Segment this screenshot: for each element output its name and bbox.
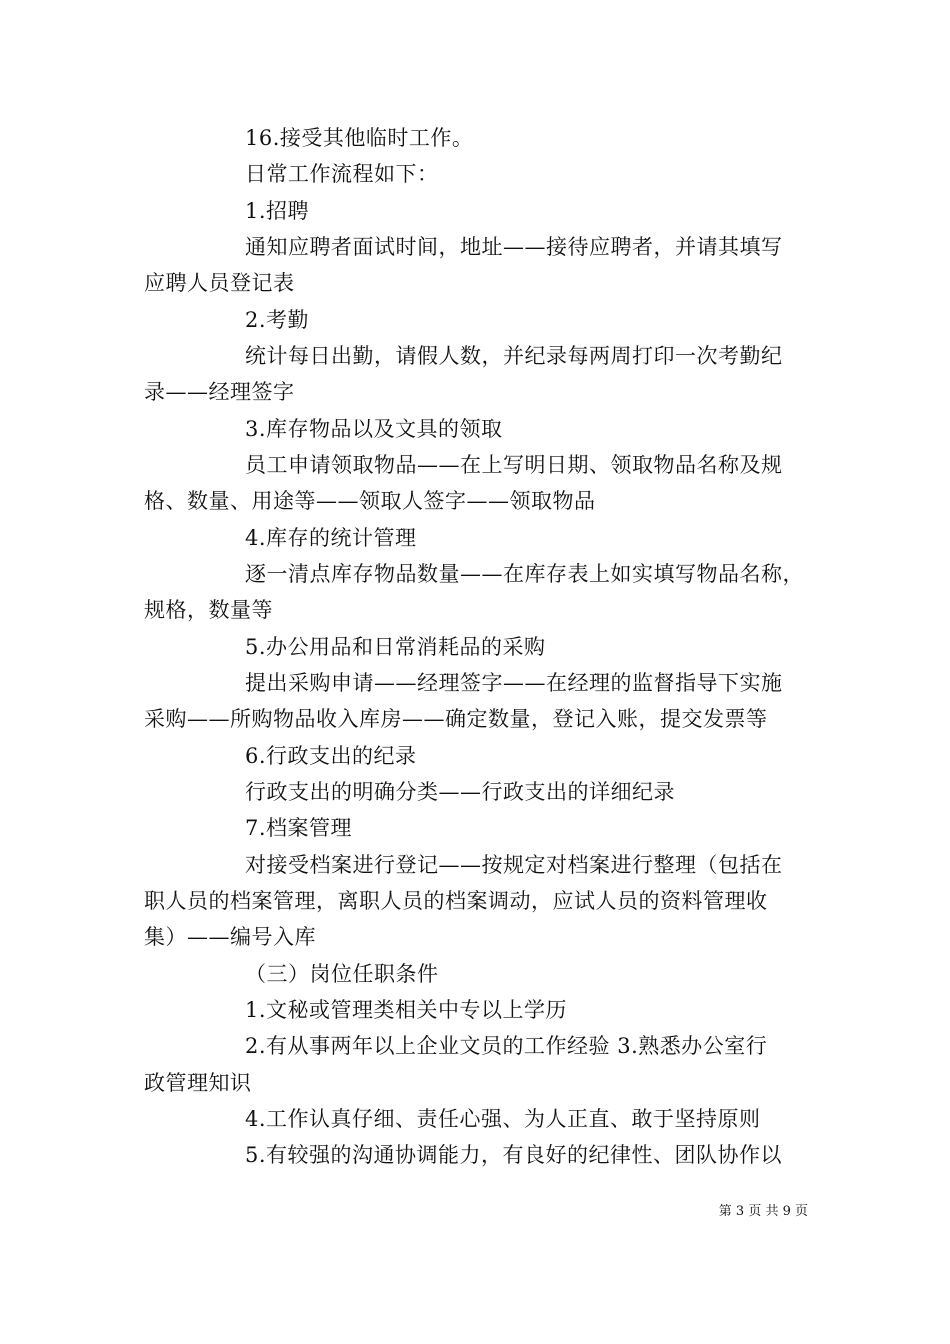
text-line: 逐一清点库存物品数量——在库存表上如实填写物品名称， [245, 562, 804, 586]
text-line: 格、数量、用途等——领取人签字——领取物品 [144, 489, 596, 513]
text-line: 16.接受其他临时工作。 [245, 126, 474, 150]
text-line: 2.考勤 [245, 308, 310, 332]
text-line: 1.招聘 [245, 199, 310, 223]
text-line: 4.库存的统计管理 [245, 526, 417, 550]
text-line: 1.文秘或管理类相关中专以上学历 [245, 998, 568, 1022]
section-heading: （三）岗位任职条件 [245, 962, 439, 986]
text-line: 统计每日出勤，请假人数，并纪录每两周打印一次考勤纪 [245, 344, 783, 368]
text-line: 应聘人员登记表 [144, 271, 295, 295]
text-line: 通知应聘者面试时间，地址——接待应聘者，并请其填写 [245, 235, 783, 259]
text-line: 2.有从事两年以上企业文员的工作经验 3.熟悉办公室行 [245, 1034, 768, 1058]
text-line: 5.办公用品和日常消耗品的采购 [245, 635, 546, 659]
text-line: 职人员的档案管理，离职人员的档案调动，应试人员的资料管理收 [144, 889, 768, 913]
text-line: 政管理知识 [144, 1071, 252, 1095]
text-line: 日常工作流程如下： [245, 162, 439, 186]
text-line: 录——经理签字 [144, 380, 295, 404]
text-line: 4.工作认真仔细、责任心强、为人正直、敢于坚持原则 [245, 1107, 761, 1131]
text-line: 集）——编号入库 [144, 925, 316, 949]
text-line: 采购——所购物品收入库房——确定数量，登记入账，提交发票等 [144, 707, 768, 731]
text-line: 5.有较强的沟通协调能力，有良好的纪律性、团队协作以 [245, 1143, 783, 1167]
text-line: 7.档案管理 [245, 816, 353, 840]
text-line: 对接受档案进行登记——按规定对档案进行整理（包括在 [245, 853, 783, 877]
text-line: 提出采购申请——经理签字——在经理的监督指导下实施 [245, 671, 783, 695]
text-line: 3.库存物品以及文具的领取 [245, 417, 503, 441]
text-line: 6.行政支出的纪录 [245, 744, 417, 768]
text-line: 行政支出的明确分类——行政支出的详细纪录 [245, 780, 675, 804]
text-line: 员工申请领取物品——在上写明日期、领取物品名称及规 [245, 453, 783, 477]
page-number-footer: 第 3 页 共 9 页 [718, 1204, 808, 1219]
text-line: 规格，数量等 [144, 598, 273, 622]
